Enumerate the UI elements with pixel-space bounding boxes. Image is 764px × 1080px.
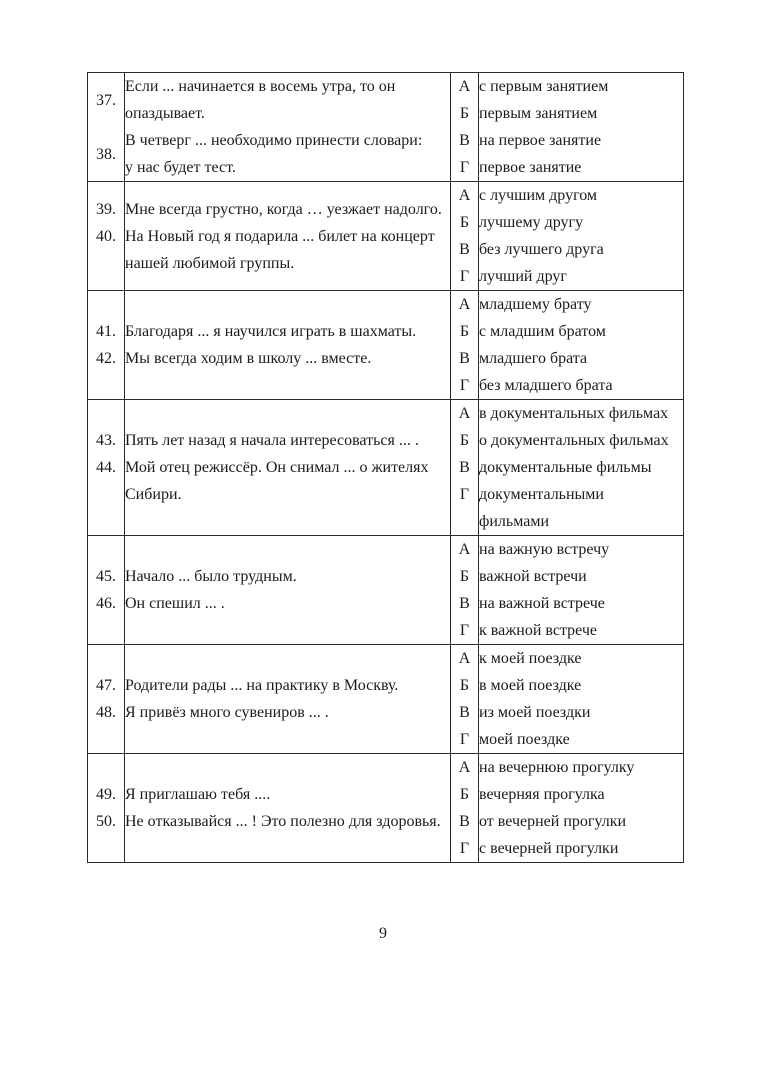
question-text-cell (125, 754, 451, 863)
page-number: 9 (379, 925, 387, 942)
test-table-body (88, 73, 684, 863)
question-text (125, 808, 450, 835)
option-text-line: на важной встрече (479, 595, 605, 612)
option-text (479, 590, 683, 617)
option-text-line: на первое занятие (479, 132, 602, 149)
option-text-line: младшего брата (479, 350, 588, 367)
question-number (88, 781, 124, 808)
question-number-label: 50. (96, 813, 116, 830)
option-text-line: вечерняя прогулка (479, 786, 605, 803)
question-number-label: 39. (96, 200, 116, 218)
question-text-cell (125, 400, 451, 536)
option-text-line: младшему брату (479, 296, 592, 313)
question-text-cell (125, 73, 451, 182)
option-text (479, 454, 683, 481)
question-text (125, 223, 450, 277)
question-number (88, 590, 124, 617)
option-text (479, 154, 683, 181)
question-text-line: Мне всегда грустно, когда … уезжает надолго. (125, 200, 442, 218)
table-row (88, 754, 684, 863)
question-number (88, 427, 124, 454)
question-text-cell (125, 645, 451, 754)
option-letter: А (458, 187, 471, 204)
question-number-label: 48. (96, 704, 116, 721)
question-number-label: 46. (96, 595, 116, 612)
option-letter: А (458, 78, 471, 95)
options-cell (479, 73, 684, 182)
option-text (479, 808, 683, 835)
option-letter: Б (459, 105, 470, 122)
option-text-line: на вечернюю прогулку (479, 759, 635, 776)
option-text (479, 672, 683, 699)
options-cell (479, 182, 684, 291)
option-text (479, 781, 683, 808)
question-text-line: Мой отец режиссёр. Он снимал ... о жителях (125, 459, 429, 476)
option-text (479, 209, 683, 236)
option-letter: В (459, 241, 470, 258)
question-numbers-cell (88, 73, 125, 182)
table-row (88, 645, 684, 754)
option-text-line: первое занятие (479, 159, 582, 176)
option-text-line: документальными (479, 486, 604, 503)
option-text-line: о документальных фильмах (479, 432, 669, 449)
option-text-line: на важную встречу (479, 541, 610, 558)
option-text-line: в документальных фильмах (479, 405, 669, 422)
table-row (88, 536, 684, 645)
option-text-line: с первым занятием (479, 78, 609, 95)
option-letter: Б (459, 568, 470, 585)
options-cell (479, 291, 684, 400)
option-letters-cell (451, 645, 479, 754)
question-text (125, 345, 450, 372)
option-text (479, 536, 683, 563)
option-letter: Б (459, 323, 470, 340)
option-letter: Г (459, 622, 470, 639)
question-number-label: 42. (96, 350, 116, 367)
option-text (479, 754, 683, 781)
question-number (88, 672, 124, 699)
option-letter: А (458, 759, 471, 776)
option-text (479, 182, 683, 209)
question-number (88, 563, 124, 590)
table-row (88, 182, 684, 291)
options-cell (479, 645, 684, 754)
question-number (88, 454, 124, 508)
question-number-label: 40. (96, 227, 116, 245)
option-letters-cell (451, 182, 479, 291)
question-number-label: 38. (96, 145, 116, 163)
option-text (479, 617, 683, 644)
question-number-label: 41. (96, 323, 116, 340)
option-letter: Б (459, 677, 470, 694)
option-letter: Г (459, 268, 470, 285)
option-text-line: лучшему другу (479, 214, 584, 231)
question-text (125, 427, 450, 454)
question-number-label: 47. (96, 677, 116, 694)
test-table (87, 72, 684, 863)
option-text-line: лучший друг (479, 268, 567, 285)
option-text-line: без младшего брата (479, 377, 613, 394)
option-text (479, 726, 683, 753)
option-letter: В (459, 459, 470, 476)
option-text-line: без лучшего друга (479, 241, 604, 258)
question-number-label: 37. (96, 91, 116, 109)
question-text-line: опаздывает. (125, 105, 205, 122)
question-text-cell (125, 291, 451, 400)
option-text-line: с лучшим другом (479, 187, 598, 204)
option-text (479, 645, 683, 672)
option-text (479, 427, 683, 454)
option-text-line: документальные фильмы (479, 459, 652, 476)
question-text (125, 563, 450, 590)
option-text (479, 372, 683, 399)
question-numbers-cell (88, 182, 125, 291)
option-text-line: первым занятием (479, 105, 598, 122)
option-text-line: важной встречи (479, 568, 587, 585)
question-number (88, 345, 124, 372)
question-text (125, 73, 450, 127)
options-cell (479, 536, 684, 645)
option-text-line: фильмами (479, 513, 550, 530)
question-text (125, 672, 450, 699)
question-text-line: Начало ... было трудным. (125, 568, 297, 585)
option-text-line: моей поездке (479, 731, 570, 748)
question-text-line: Я привёз много сувениров ... . (125, 704, 329, 721)
option-letters-cell (451, 291, 479, 400)
question-numbers-cell (88, 400, 125, 536)
option-text (479, 400, 683, 427)
option-letter: Б (459, 432, 470, 449)
option-text (479, 236, 683, 263)
option-letter: Б (459, 214, 470, 231)
question-text-line: Пять лет назад я начала интересоваться ... . (125, 432, 419, 449)
option-letter: В (459, 595, 470, 612)
question-number (88, 73, 124, 127)
question-text (125, 318, 450, 345)
question-text-cell (125, 536, 451, 645)
question-numbers-cell (88, 645, 125, 754)
question-text-line: нашей любимой группы. (125, 254, 295, 272)
option-letters-cell (451, 400, 479, 536)
question-number (88, 196, 124, 223)
option-text-line: с младшим братом (479, 323, 606, 340)
question-text (125, 454, 450, 508)
question-number (88, 223, 124, 277)
question-text-line: Если ... начинается в восемь утра, то он (125, 78, 396, 95)
option-text-line: в моей поездке (479, 677, 582, 694)
question-text-line: Родители рады ... на практику в Москву. (125, 677, 399, 694)
table-row (88, 291, 684, 400)
option-text (479, 699, 683, 726)
option-text (479, 563, 683, 590)
question-text-line: На Новый год я подарила ... билет на концерт (125, 227, 435, 245)
option-text (479, 835, 683, 862)
question-number (88, 808, 124, 835)
option-letter: А (458, 650, 471, 667)
option-text (479, 481, 683, 535)
option-letter: В (459, 704, 470, 721)
question-text-cell (125, 182, 451, 291)
question-text-line: Благодаря ... я научился играть в шахматы. (125, 323, 417, 340)
question-text-line: Не отказывайся ... ! Это полезно для здоровья. (125, 813, 441, 830)
option-letter: В (459, 132, 470, 149)
option-letter: В (459, 350, 470, 367)
question-numbers-cell (88, 291, 125, 400)
option-text-line: из моей поездки (479, 704, 591, 721)
question-text-line: Сибири. (125, 486, 182, 503)
question-text (125, 590, 450, 617)
option-letter: Г (459, 159, 470, 176)
option-letter: Г (459, 486, 470, 503)
question-number (88, 127, 124, 181)
option-text (479, 100, 683, 127)
option-letter: А (458, 541, 471, 558)
options-cell (479, 754, 684, 863)
question-text (125, 196, 450, 223)
option-letter: Г (459, 731, 470, 748)
table-row (88, 400, 684, 536)
option-text (479, 263, 683, 290)
option-letter: Г (459, 840, 470, 857)
options-cell (479, 400, 684, 536)
option-text (479, 345, 683, 372)
option-text-line: с вечерней прогулки (479, 840, 619, 857)
option-text-line: к моей поездке (479, 650, 582, 667)
option-text-line: к важной встрече (479, 622, 597, 639)
question-text (125, 781, 450, 808)
question-text-line: В четверг ... необходимо принести словари: (125, 132, 423, 149)
question-text-line: Он спешил ... . (125, 595, 225, 612)
option-letters-cell (451, 536, 479, 645)
option-letters-cell (451, 73, 479, 182)
question-text (125, 699, 450, 726)
option-letter: А (458, 296, 471, 313)
option-letter: В (459, 813, 470, 830)
question-text (125, 127, 450, 181)
option-text (479, 73, 683, 100)
question-numbers-cell (88, 536, 125, 645)
question-number (88, 699, 124, 726)
table-row (88, 73, 684, 182)
option-letter: Г (459, 377, 470, 394)
question-text-line: у нас будет тест. (125, 159, 236, 176)
question-number-label: 43. (96, 432, 116, 449)
option-text (479, 318, 683, 345)
option-text (479, 291, 683, 318)
option-text-line: от вечерней прогулки (479, 813, 627, 830)
option-letters-cell (451, 754, 479, 863)
option-letter: Б (459, 786, 470, 803)
option-letter: А (458, 405, 471, 422)
question-text-line: Мы всегда ходим в школу ... вместе. (125, 350, 372, 367)
question-text-line: Я приглашаю тебя .... (125, 786, 271, 803)
question-number-label: 44. (96, 459, 116, 476)
question-numbers-cell (88, 754, 125, 863)
option-text (479, 127, 683, 154)
question-number-label: 45. (96, 568, 116, 585)
question-number (88, 318, 124, 345)
question-number-label: 49. (96, 786, 116, 803)
